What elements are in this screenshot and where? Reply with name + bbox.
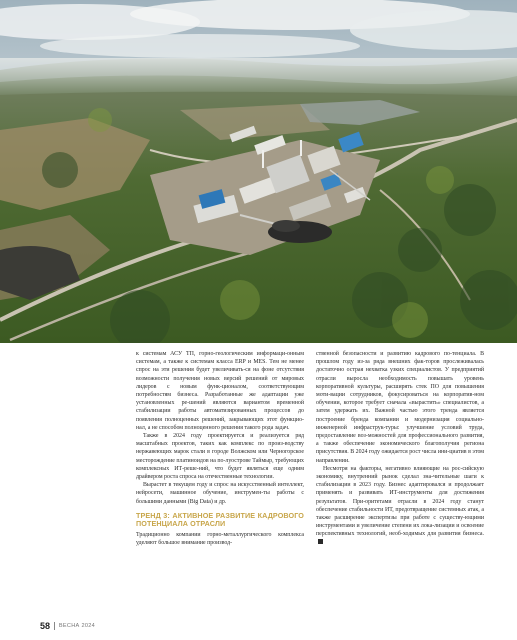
- article-paragraph: к системам АСУ ТП, горно-геологическим информаци-онным системам, а также к системам класса ERP и MES. Тем не менее спрос на эти решения будет увеличивать-ся на фоне отсутствия возможности получения новых версий решений от мировых лидеров с новым функ-ционалом, соответствующим потребностям бизнеса. Разработанные же адаптации уже установленных ре-шений являются вариантом временной стабилизации работы автоматизированных процессов до появления полноценных решений, закрывающих этот функцио-нал, а не способом полноценного решения такого рода задач.: [136, 351, 304, 431]
- article-paragraph-final: [316, 465, 484, 547]
- article-paragraph-text: Несмотря на факторы, негативно влияющие на рос-сийскую экономику, внутренний рынок сделал зна-чительные шаги к стабилизации в 2023 году. Бизнес адаптировался и продолжает применять и развивать ИТ-инструменты для достижения результатов. При-оритетами отрасли в 2024 году станут обеспечение стабильности ИТ, предотвращение системных атак, а также расширение экспертизы при работе с существу-ющими инструментами и увеличение степени их лока-лизации и освоение перспективных технологий, необ-ходимых для развития бизнеса.: [316, 465, 484, 538]
- end-of-article-mark: [318, 539, 323, 544]
- article-paragraph: Традиционно компании горно-металлургического комплекса уделяют большое внимание производ-: [136, 532, 304, 547]
- article-column-right: [316, 350, 484, 547]
- page-number: 58: [40, 621, 51, 631]
- section-heading-trend-3: ТРЕНД 3: АКТИВНОЕ РАЗВИТИЕ КАДРОВОГО ПОТЕНЦИАЛА ОТРАСЛИ: [136, 510, 304, 529]
- footer-divider: [54, 622, 55, 630]
- article-paragraph: Вырастет в текущем году и спрос на искусственный интеллект, нейросети, машинное обучение, инструмен-ты работы с большими данными (Big Data) и др.: [136, 482, 304, 505]
- issue-label: ВЕСНА 2024: [58, 623, 96, 629]
- article-column-left: [136, 350, 304, 547]
- article-paragraph: ственной безопасности и развитию кадрового по-тенциала. В прошлом году из-за ряда внешних фак-торов прослеживалась достаточно острая нехватка узких специалистов. У предприятий отрасли выросла необходимость повышать уровень корпоративной культуры, расширять стек ПО для повышения моти-вации сотрудников, фокусироваться на корпоратив-ном обучении, которое требует сначала «вырастить» специалистов, а затем удержать их. Важной частью этого тренда является построение бренда компании и модернизация социально-инженерной инфраструк-туры: улучшение условий труда, предоставление воз-можностей для профессионального развития, а также обеспечение экономического благополучия региона присутствия. В 2024 году ожидается рост числа ини-циатив в этом направлении.: [316, 351, 484, 464]
- page-footer: [40, 620, 95, 632]
- article-paragraph: Также в 2024 году проектируется и реализуется ряд масштабных проектов, таких как комплекс по произ-водству нержавеющих марок стали в городе Волжском или Черногорское месторождение платиноидов на по-луострове Таймыр, требующих комплексных ИТ-реше-ний, что будет являться еще одним драйвером роста спроса на отечественные технологии.: [136, 433, 304, 481]
